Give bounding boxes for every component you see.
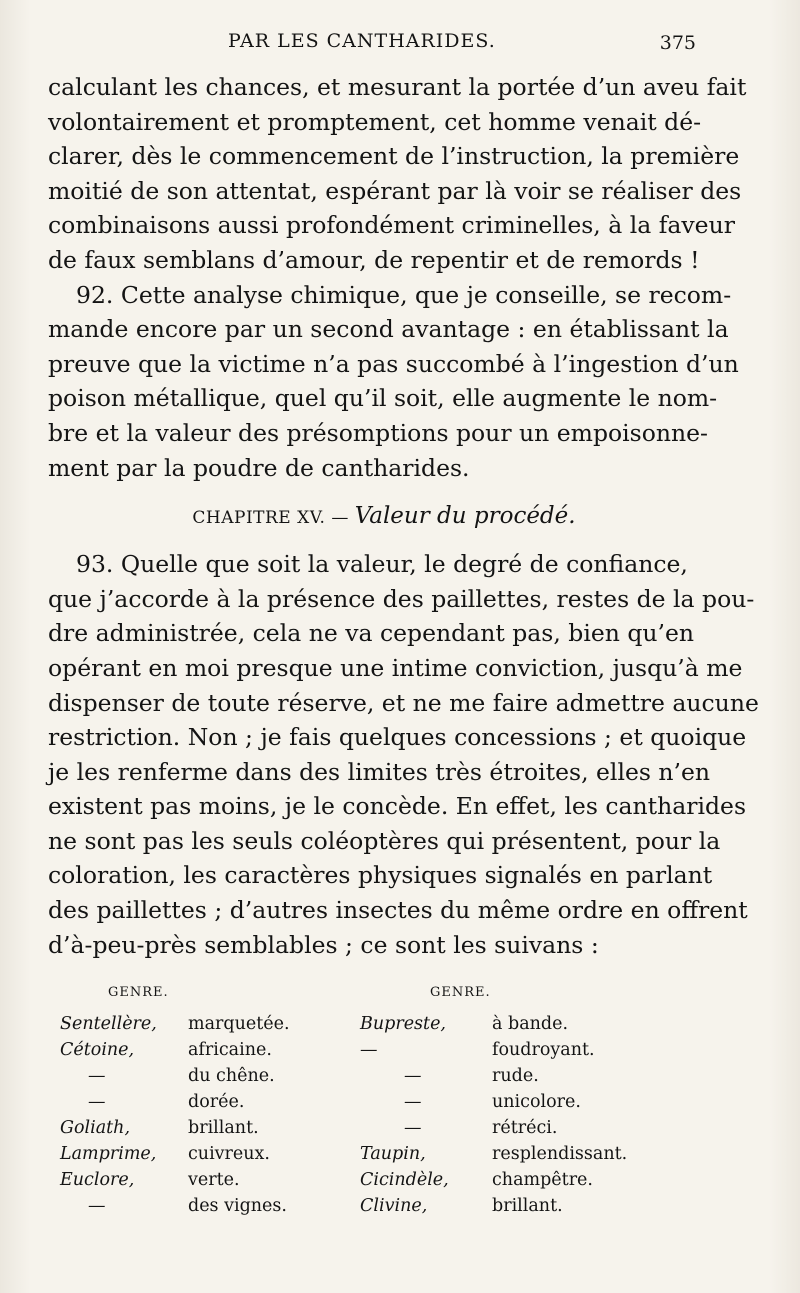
- text-line: de faux semblans d’amour, de repentir et de remords !: [48, 245, 700, 274]
- chapter-title: Valeur du procédé.: [354, 503, 576, 530]
- genus-cell: —: [88, 1196, 106, 1216]
- species-cell: champêtre.: [492, 1170, 593, 1190]
- species-cell: verte.: [188, 1170, 240, 1190]
- species-cell: unicolore.: [492, 1092, 581, 1112]
- species-cell: africaine.: [188, 1040, 272, 1060]
- text-line: volontairement et promptement, cet homme venait dé-: [48, 107, 702, 136]
- page-header: [48, 30, 696, 60]
- genus-cell: —: [88, 1092, 106, 1112]
- text-line: je les renferme dans des limites très étroites, elles n’en: [48, 757, 711, 786]
- species-cell: du chêne.: [188, 1066, 275, 1086]
- genus-cell: Clivine,: [360, 1196, 428, 1216]
- species-cell: cuivreux.: [188, 1144, 270, 1164]
- text-line: combinaisons aussi profondément criminelles, à la faveur: [48, 211, 735, 240]
- genus-cell: Sentellère,: [60, 1014, 157, 1034]
- text-line: preuve que la victime n’a pas succombé à l’ingestion d’un: [48, 349, 739, 378]
- genus-cell: —: [360, 1040, 378, 1060]
- genus-cell: Euclore,: [60, 1170, 135, 1190]
- text-line: opérant en moi presque une intime conviction, jusqu’à me: [48, 653, 743, 682]
- text-line: ne sont pas les seuls coléoptères qui présentent, pour la: [48, 826, 721, 855]
- genus-cell: Goliath,: [60, 1118, 131, 1138]
- text-line: calculant les chances, et mesurant la portée d’un aveu fait: [48, 73, 747, 101]
- genus-cell: —: [404, 1118, 422, 1138]
- text-line: mande encore par un second avantage : en établissant la: [48, 315, 729, 344]
- main-text: [48, 70, 759, 962]
- text-line: ment par la poudre de cantharides.: [48, 453, 470, 482]
- table-header-left: GENRE.: [108, 985, 169, 1000]
- genus-cell: Lamprime,: [60, 1144, 157, 1164]
- text-line: coloration, les caractères physiques signalés en parlant: [48, 861, 713, 890]
- species-cell: des vignes.: [188, 1196, 287, 1216]
- species-cell: resplendissant.: [492, 1144, 628, 1164]
- chapter-label: CHAPITRE XV. —: [192, 508, 349, 529]
- genus-cell: Cicindèle,: [360, 1170, 449, 1190]
- genus-cell: —: [404, 1066, 422, 1086]
- species-cell: rétréci.: [492, 1118, 558, 1138]
- paragraph-93-start: 93. Quelle que soit la valeur, le degré de confiance,: [76, 550, 688, 579]
- page-number: 375: [659, 32, 696, 54]
- text-line: moitié de son attentat, espérant par là voir se réaliser des: [48, 176, 742, 205]
- genus-cell: —: [88, 1066, 106, 1086]
- text-line: restriction. Non ; je fais quelques concessions ; et quoique: [48, 723, 747, 752]
- species-cell: brillant.: [492, 1196, 563, 1216]
- running-head: PAR LES CANTHARIDES.: [228, 30, 496, 52]
- paragraph-92-start: 92. Cette analyse chimique, que je conseille, se recom-: [76, 280, 732, 309]
- text-line: bre et la valeur des présomptions pour un empoisonne-: [48, 418, 708, 447]
- text-line: clarer, dès le commencement de l’instruction, la première: [48, 142, 740, 171]
- text-line: existent pas moins, je le concède. En effet, les cantharides: [48, 792, 747, 821]
- species-cell: à bande.: [492, 1014, 569, 1034]
- genus-cell: Bupreste,: [360, 1014, 446, 1034]
- text-line: dispenser de toute réserve, et ne me faire admettre aucune: [48, 688, 759, 717]
- species-cell: dorée.: [188, 1092, 245, 1112]
- genus-cell: —: [404, 1092, 422, 1112]
- species-cell: foudroyant.: [492, 1040, 595, 1060]
- text-line: des paillettes ; d’autres insectes du même ordre en offrent: [48, 896, 748, 925]
- species-cell: brillant.: [188, 1118, 259, 1138]
- text-line: d’à-peu-près semblables ; ce sont les suivans :: [48, 930, 599, 959]
- genus-cell: Cétoine,: [60, 1040, 135, 1060]
- table-header-right: GENRE.: [430, 985, 491, 1000]
- species-cell: marquetée.: [188, 1014, 290, 1034]
- chapter-heading: [48, 485, 680, 547]
- text-line: poison métallique, quel qu’il soit, elle augmente le nom-: [48, 384, 718, 413]
- species-cell: rude.: [492, 1066, 539, 1086]
- text-line: que j’accorde à la présence des paillettes, restes de la pou-: [48, 584, 755, 613]
- text-line: dre administrée, cela ne va cependant pas, bien qu’en: [48, 619, 695, 648]
- genus-cell: Taupin,: [360, 1144, 426, 1164]
